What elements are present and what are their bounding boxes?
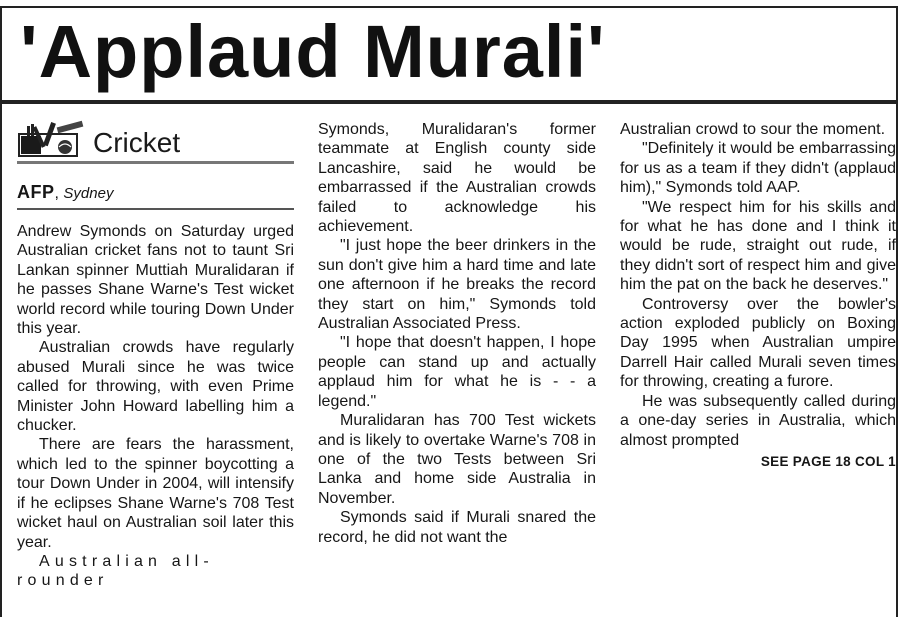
paragraph: "I hope that doesn't happen, I hope people can stand up and actually applaud him for what he is - - a legend." [318, 334, 596, 410]
cricket-bat-ball-icon [17, 120, 89, 158]
article-column-1 [17, 118, 294, 591]
left-border [0, 6, 2, 617]
byline-divider [17, 208, 294, 210]
byline-separator: , [54, 185, 59, 202]
article-column-3 [620, 120, 896, 471]
section-header [17, 118, 294, 158]
right-border [896, 6, 898, 617]
byline-agency: AFP [17, 182, 55, 202]
top-border [0, 6, 898, 8]
paragraph: "We respect him for his skills and for what he has done and I think it would be rude, straight out rude, if they didn't sort of respect him and give him the pat on the back he deserves." [620, 198, 896, 294]
paragraph: He was subsequently called during a one-day series in Australia, which almost prompted [620, 392, 896, 449]
paragraph: Australian crowd to sour the moment. [620, 121, 886, 138]
headline: 'Applaud Murali' [20, 10, 606, 93]
paragraph: Symonds said if Murali snared the record, he did not want the [318, 509, 596, 546]
section-label: Cricket [93, 127, 181, 158]
jump-line: SEE PAGE 18 COL 1 [760, 453, 896, 469]
paragraph: "Definitely it would be embarrassing for us as a team if they didn't (applaud him)," Symonds told AAP. [620, 140, 896, 197]
paragraph: Muralidaran has 700 Test wickets and is likely to overtake Warne's 708 in one of the two Tests between Sri Lanka and home side Australia in November. [318, 412, 596, 507]
byline-place: Sydney [63, 185, 114, 202]
section-divider [17, 161, 294, 164]
headline-divider [2, 100, 896, 104]
article-column-2 [318, 120, 596, 547]
paragraph: Australian all-rounder [17, 552, 214, 590]
byline [17, 182, 294, 206]
paragraph: Australian crowds have regularly abused Murali since he was twice called for throwing, with even Prime Minister John Howard labelling him a chucker. [17, 339, 294, 435]
paragraph: Symonds, Muralidaran's former teammate at English county side Lancashire, said he would be embarrassed if the Australian crowds failed to acknowledge his achievement. [318, 121, 596, 236]
paragraph: There are fears the harassment, which led to the spinner boycotting a tour Down Under in 2004, will intensify if he eclipses Shane Warne's 708 Test wicket haul on Australian soil later this year. [17, 436, 294, 551]
paragraph: Controversy over the bowler's action exploded publicly on Boxing Day 1995 when Australian umpire Darrell Hair called Murali seven times for throwing, creating a furore. [620, 295, 896, 391]
paragraph: Andrew Symonds on Saturday urged Australian cricket fans not to taunt Sri Lankan spinner Muttiah Muralidaran if he passes Shane Warne's Test wicket world record while touring Down Under this year. [17, 223, 294, 338]
paragraph: "I just hope the beer drinkers in the sun don't give him a hard time and late one afternoon if he breaks the record they start on him," Symonds told Australian Associated Press. [318, 237, 596, 333]
